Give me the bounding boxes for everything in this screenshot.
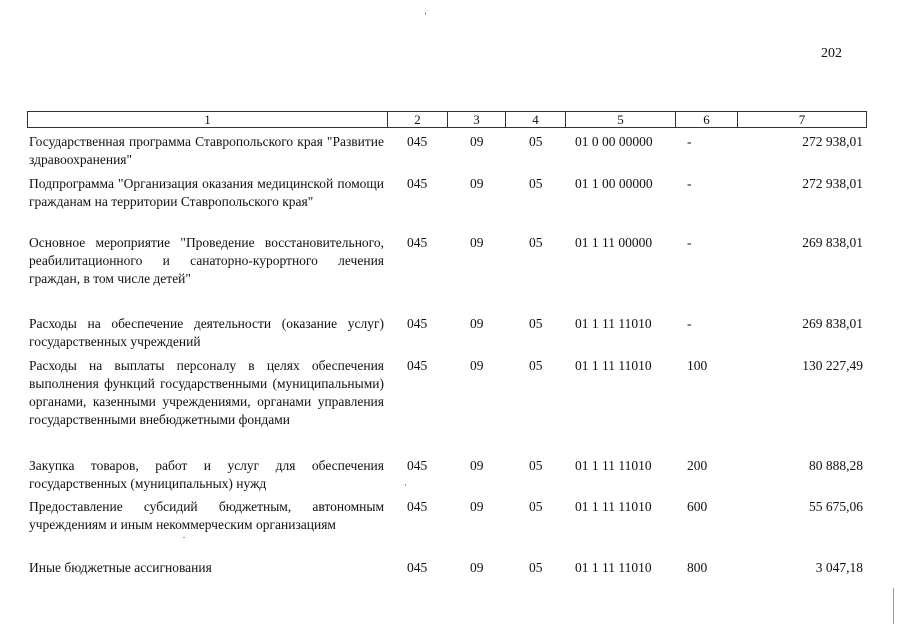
row-admin-code: 045 — [407, 358, 428, 373]
row-admin-code: 045 — [407, 134, 428, 149]
row-amount: 269 838,01 — [802, 235, 863, 250]
column-header-7: 7 — [798, 112, 806, 127]
row-name: Расходы на выплаты персоналу в целях обеспечения выполнения функций государственными (муниципальными) органами, казенными учреждениями, органами управления государственными внебюджетными фондами — [29, 358, 384, 427]
row-amount: 3 047,18 — [815, 560, 863, 575]
row-name: Государственная программа Ставропольского края "Развитие здравоохранения" — [29, 134, 384, 167]
row-name: Предоставление субсидий бюджетным, автономным учреждениям и иным некоммерческим организациям — [29, 499, 384, 532]
row-amount: 130 227,49 — [802, 358, 863, 373]
scan-speck — [183, 537, 185, 538]
row-subsection: 05 — [529, 134, 543, 149]
row-admin-code: 045 — [407, 560, 428, 575]
column-header-5: 5 — [566, 112, 676, 127]
row-amount: 55 675,06 — [809, 499, 863, 514]
column-header-1: 1 — [28, 112, 388, 127]
scan-edge-line — [893, 588, 894, 624]
row-name: Расходы на обеспечение деятельности (оказание услуг) государственных учреждений — [29, 316, 384, 349]
row-target-code: 01 1 11 00000 — [575, 235, 653, 250]
row-target-code: 01 1 11 11010 — [575, 316, 652, 331]
row-expense-type: - — [687, 176, 692, 191]
row-target-code: 01 1 11 11010 — [575, 358, 652, 373]
row-section: 09 — [470, 176, 484, 191]
row-expense-type: 600 — [687, 499, 708, 514]
table-header-row — [27, 111, 867, 128]
row-admin-code: 045 — [407, 176, 428, 191]
row-target-code: 01 1 00 00000 — [575, 176, 653, 191]
column-header-4: 4 — [506, 112, 566, 127]
row-name: Основное мероприятие "Проведение восстановительного, реабилитационного и санаторно-курортного лечения граждан, в том числе детей" — [29, 235, 384, 286]
row-subsection: 05 — [529, 458, 543, 473]
row-amount: 272 938,01 — [802, 176, 863, 191]
row-target-code: 01 1 11 11010 — [575, 499, 652, 514]
row-amount: 272 938,01 — [802, 134, 863, 149]
row-subsection: 05 — [529, 176, 543, 191]
row-admin-code: 045 — [407, 235, 428, 250]
row-expense-type: - — [687, 316, 692, 331]
row-amount: 80 888,28 — [809, 458, 863, 473]
column-header-2: 2 — [388, 112, 448, 127]
row-subsection: 05 — [529, 560, 543, 575]
page-number: 202 — [821, 46, 842, 61]
row-admin-code: 045 — [407, 316, 428, 331]
row-name: Иные бюджетные ассигнования — [29, 560, 212, 575]
scan-speck — [425, 12, 426, 15]
row-expense-type: 800 — [687, 560, 708, 575]
row-section: 09 — [470, 358, 484, 373]
row-subsection: 05 — [529, 358, 543, 373]
row-subsection: 05 — [529, 316, 543, 331]
row-section: 09 — [470, 316, 484, 331]
scan-speck — [405, 484, 406, 486]
row-target-code: 01 0 00 00000 — [575, 134, 653, 149]
row-admin-code: 045 — [407, 499, 428, 514]
row-name: Подпрограмма "Организация оказания медицинской помощи гражданам на территории Ставропольского края" — [29, 176, 384, 209]
row-subsection: 05 — [529, 499, 543, 514]
row-subsection: 05 — [529, 235, 543, 250]
row-section: 09 — [470, 458, 484, 473]
row-section: 09 — [470, 560, 484, 575]
column-header-3: 3 — [448, 112, 506, 127]
row-admin-code: 045 — [407, 458, 428, 473]
row-name: Закупка товаров, работ и услуг для обеспечения государственных (муниципальных) нужд — [29, 458, 384, 491]
row-amount: 269 838,01 — [802, 316, 863, 331]
row-section: 09 — [470, 134, 484, 149]
row-expense-type: 200 — [687, 458, 708, 473]
row-expense-type: - — [687, 134, 692, 149]
row-target-code: 01 1 11 11010 — [575, 560, 652, 575]
row-target-code: 01 1 11 11010 — [575, 458, 652, 473]
row-section: 09 — [470, 235, 484, 250]
row-expense-type: 100 — [687, 358, 708, 373]
row-section: 09 — [470, 499, 484, 514]
column-header-6: 6 — [676, 112, 738, 127]
row-expense-type: - — [687, 235, 692, 250]
